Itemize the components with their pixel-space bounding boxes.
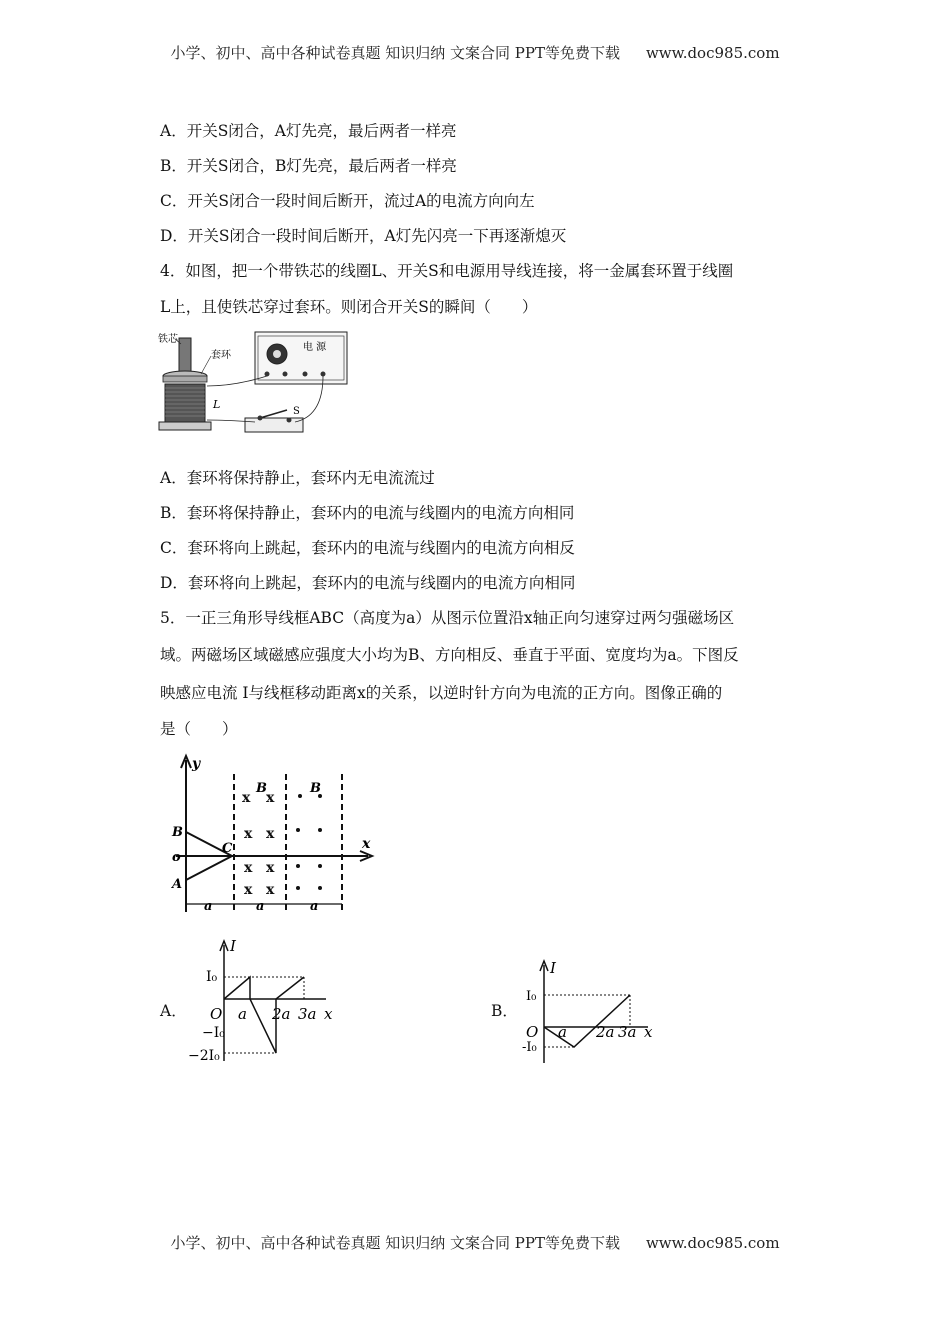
- option-a-tick-2a: 2a: [272, 1005, 291, 1023]
- label-field-b1: B: [256, 781, 267, 796]
- header-text: 小学、初中、高中各种试卷真题 知识归纳 文案合同 PPT等免费下载: [170, 44, 620, 62]
- field-into-page: [242, 790, 275, 898]
- q4-apparatus-figure: [155, 326, 355, 438]
- option-a-neg-2i0: −2I₀: [188, 1048, 220, 1064]
- option-a-curve: [224, 977, 304, 1053]
- q3-option-d: D．开关S闭合一段时间后断开，A灯先闪亮一下再逐渐熄灭: [160, 227, 567, 245]
- option-a-x-axis: x: [324, 1005, 333, 1023]
- option-b-tick-2a: 2a: [596, 1023, 615, 1041]
- label-width-1: a: [204, 899, 213, 914]
- field-out-of-page: [296, 794, 322, 890]
- option-b-tick-3a: 3a: [618, 1023, 637, 1041]
- label-origin: o: [172, 850, 181, 865]
- q5-stem-line4: 是（ ）: [160, 720, 238, 738]
- svg-text:x: x: [242, 790, 251, 806]
- option-b-x-axis: x: [644, 1023, 653, 1041]
- q4-option-d: D．套环将向上跳起，套环内的电流与线圈内的电流方向相同: [160, 574, 576, 592]
- q5-stem-line2: 域。两磁场区域磁感应强度大小均为B、方向相反、垂直于平面、宽度均为a。下图反: [160, 646, 739, 664]
- svg-text:x: x: [266, 790, 275, 806]
- q5-option-b-label: B．: [491, 1002, 518, 1020]
- q4-stem-line2: L上，且使铁芯穿过套环。则闭合开关S的瞬间（ ）: [160, 298, 538, 316]
- option-a-tick-3a: 3a: [298, 1005, 317, 1023]
- header-site: www.doc985.com: [645, 44, 780, 62]
- q4-option-a: A．套环将保持静止，套环内无电流流过: [160, 469, 435, 487]
- option-a-tick-a: a: [238, 1005, 247, 1023]
- switch-base: [245, 418, 303, 432]
- svg-text:x: x: [266, 860, 275, 876]
- label-vertex-b: B: [172, 825, 183, 840]
- label-width-3: a: [310, 899, 319, 914]
- label-switch: S: [293, 406, 300, 417]
- q4-option-b: B．套环将保持静止，套环内的电流与线圈内的电流方向相同: [160, 504, 575, 522]
- svg-text:x: x: [244, 860, 253, 876]
- page-footer: [0, 1232, 950, 1253]
- label-coil: L: [213, 398, 221, 411]
- footer-text: 小学、初中、高中各种试卷真题 知识归纳 文案合同 PPT等免费下载: [170, 1234, 620, 1252]
- q5-option-b-graph: [518, 955, 668, 1065]
- option-a-i-axis: I: [230, 937, 236, 955]
- svg-text:x: x: [244, 826, 253, 842]
- label-iron-core: 铁芯: [158, 334, 178, 345]
- label-vertex-c: C: [222, 841, 233, 856]
- q5-field-figure: [168, 752, 378, 924]
- q3-option-c: C．开关S闭合一段时间后断开，流过A的电流方向向左: [160, 192, 535, 210]
- q5-option-a-graph: [188, 935, 348, 1067]
- footer-site: www.doc985.com: [645, 1234, 780, 1252]
- option-b-origin: O: [526, 1023, 539, 1041]
- q5-stem-line1: 5．一正三角形导线框ABC（高度为a）从图示位置沿x轴正向匀速穿过两匀强磁场区: [160, 609, 735, 627]
- q3-option-b: B．开关S闭合，B灯先亮，最后两者一样亮: [160, 157, 457, 175]
- q5-stem-line3: 映感应电流 I与线框移动距离x的关系，以逆时针方向为电流的正方向。图像正确的: [160, 684, 723, 702]
- switch-lever: [260, 410, 287, 418]
- svg-text:x: x: [266, 826, 275, 842]
- option-a-neg-i0: −I₀: [202, 1025, 225, 1041]
- label-x-axis: x: [362, 836, 371, 852]
- q5-option-a-label: A．: [160, 1002, 187, 1020]
- option-a-i0: I₀: [206, 969, 218, 985]
- label-power: 电 源: [303, 342, 327, 353]
- label-field-b2: B: [310, 781, 321, 796]
- option-b-tick-a: a: [558, 1023, 567, 1041]
- option-b-i-axis: I: [550, 959, 556, 977]
- q3-option-a: A．开关S闭合，A灯先亮，最后两者一样亮: [160, 122, 457, 140]
- page-header: [0, 42, 950, 63]
- svg-text:x: x: [244, 882, 253, 898]
- option-b-neg-i0: -I₀: [522, 1040, 537, 1055]
- label-vertex-a: A: [172, 877, 183, 892]
- label-y-axis: y: [192, 756, 201, 772]
- option-a-origin: O: [210, 1005, 223, 1023]
- label-ring: 套环: [211, 350, 231, 361]
- label-width-2: a: [256, 899, 265, 914]
- q4-stem-line1: 4．如图，把一个带铁芯的线圈L、开关S和电源用导线连接，将一金属套环置于线圈: [160, 262, 734, 280]
- q4-option-c: C．套环将向上跳起，套环内的电流与线圈内的电流方向相反: [160, 539, 575, 557]
- option-b-i0: I₀: [526, 989, 537, 1004]
- svg-text:x: x: [266, 882, 275, 898]
